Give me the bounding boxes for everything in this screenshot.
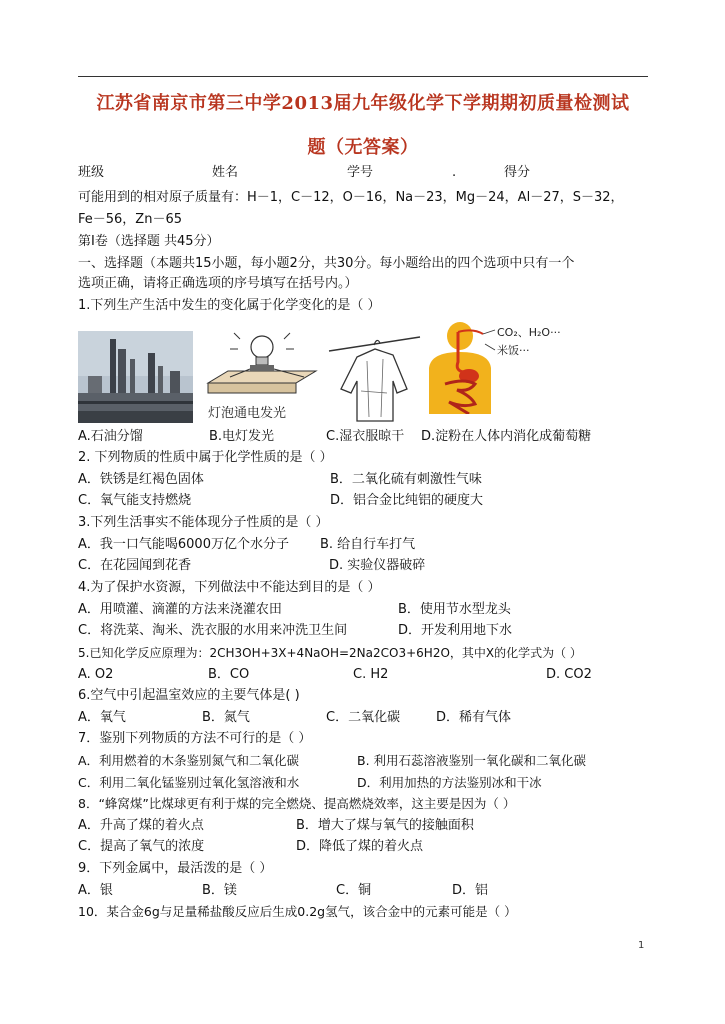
- q1-option-c: C.湿衣服晾干: [326, 429, 405, 444]
- q6-option-b: B．氮气: [202, 710, 250, 725]
- question-9-stem: 9．下列金属中，最活泼的是（ ）: [78, 861, 273, 876]
- class-label: 班级: [78, 165, 105, 180]
- wet-clothes-drying-image: [327, 331, 422, 423]
- q4-option-c: C．将洗菜、淘米、洗衣服的水用来冲洗卫生间: [78, 623, 348, 638]
- question-1-stem: 1.下列生产生活中发生的变化属于化学变化的是（ ）: [78, 298, 381, 313]
- atomic-mass-line2: Fe－56，Zn－65: [78, 212, 182, 227]
- atomic-mass-line1: 可能用到的相对原子质量有：H－1，C－12，O－16，Na－23，Mg－24，Al－27，S－32，: [78, 190, 624, 205]
- q3-option-d: D. 实验仪器破碎: [329, 558, 426, 573]
- volume-heading: 第Ⅰ卷（选择题 共45分）: [78, 234, 220, 249]
- q9-option-c: C．铜: [336, 883, 372, 898]
- q4-option-d: D．开发利用地下水: [398, 623, 513, 638]
- q5-option-c: C. H2: [353, 667, 389, 682]
- light-bulb-image: [200, 331, 322, 423]
- q1-option-b: B.电灯发光: [209, 429, 275, 444]
- q2-option-c: C．氧气能支持燃烧: [78, 493, 192, 508]
- q6-option-c: C．二氧化碳: [326, 710, 401, 725]
- q1-option-a: A.石油分馏: [78, 429, 143, 444]
- q3-option-b: B. 给自行车打气: [320, 537, 416, 552]
- q9-option-d: D．铝: [452, 883, 489, 898]
- q4-option-a: A．用喷灌、滴灌的方法来浇灌农田: [78, 602, 282, 617]
- question-4-stem: 4.为了保护水资源，下列做法中不能达到目的是（ ）: [78, 580, 381, 595]
- q1-option-d: D.淀粉在人体内消化成葡萄糖: [421, 429, 592, 444]
- q7-option-b: B. 利用石蕊溶液鉴别一氧化碳和二氧化碳: [357, 753, 587, 768]
- bulb-caption: 灯泡通电发光: [208, 406, 287, 421]
- header-rule: [78, 76, 648, 77]
- q6-option-d: D．稀有气体: [436, 710, 512, 725]
- oil-refinery-image: [78, 331, 193, 423]
- student-number-label: 学号: [347, 165, 374, 180]
- document-title-line2: 题（无答案）: [307, 137, 419, 158]
- question-10-stem: 10．某合金6g与足量稀盐酸反应后生成0.2g氢气，该合金中的元素可能是（ ）: [78, 904, 517, 919]
- q8-option-a: A．升高了煤的着火点: [78, 818, 204, 833]
- q3-option-c: C．在花园闻到花香: [78, 558, 192, 573]
- q5-option-a: A. O2: [78, 667, 114, 682]
- q7-option-d: D．利用加热的方法鉴别冰和干冰: [357, 775, 542, 790]
- question-8-stem: 8．“蜂窝煤”比煤球更有利于煤的完全燃烧、提高燃烧效率，这主要是因为（ ）: [78, 796, 516, 811]
- page-number: 1: [638, 940, 645, 951]
- q5-option-b: B．CO: [208, 667, 250, 682]
- q7-option-c: C．利用二氧化锰鉴别过氧化氢溶液和水: [78, 775, 300, 790]
- q9-option-b: B．镁: [202, 883, 237, 898]
- document-title-line1: 江苏省南京市第三中学2013届九年级化学下学期期初质量检测试: [96, 93, 630, 114]
- section-instructions-line2: 选项正确，请将正确选项的序号填写在括号内。）: [78, 276, 358, 291]
- q9-option-a: A．银: [78, 883, 113, 898]
- question-2-stem: 2. 下列物质的性质中属于化学性质的是（ ）: [78, 450, 333, 465]
- name-label: 姓名: [212, 165, 239, 180]
- question-5-stem: 5.已知化学反应原理为：2CH3OH+3X+4NaOH=2Na2CO3+6H2O，其中X的化学式为（ ）: [78, 646, 582, 660]
- q2-option-d: D．铝合金比纯铝的硬度大: [330, 493, 484, 508]
- q2-option-b: B．二氧化硫有刺激性气味: [330, 472, 482, 487]
- section-instructions-line1: 一、选择题（本题共15小题，每小题2分，共30分。每小题给出的四个选项中只有一个: [78, 256, 575, 271]
- question-7-stem: 7．鉴别下列物质的方法不可行的是（ ）: [78, 731, 312, 746]
- question-6-stem: 6.空气中引起温室效应的主要气体是( ): [78, 688, 300, 703]
- q2-option-a: A．铁锈是红褐色固体: [78, 472, 204, 487]
- q3-option-a: A．我一口气能喝6000万亿个水分子: [78, 537, 289, 552]
- q5-option-d: D. CO2: [546, 667, 592, 682]
- score-label: 得分: [504, 165, 531, 180]
- q4-option-b: B．使用节水型龙头: [398, 602, 511, 617]
- q6-option-a: A．氧气: [78, 710, 126, 725]
- q8-option-c: C．提高了氧气的浓度: [78, 839, 205, 854]
- q8-option-b: B．增大了煤与氧气的接触面积: [296, 818, 474, 833]
- human-digestion-image: [425, 322, 570, 414]
- digestion-label-rice: 米饭···: [497, 344, 530, 357]
- question-3-stem: 3.下列生活事实不能体现分子性质的是（ ）: [78, 515, 329, 530]
- digestion-label-products: CO₂、H₂O···: [497, 326, 561, 339]
- q8-option-d: D．降低了煤的着火点: [296, 839, 424, 854]
- q7-option-a: A．利用燃着的木条鉴别氮气和二氧化碳: [78, 753, 300, 768]
- info-dot: .: [452, 165, 457, 180]
